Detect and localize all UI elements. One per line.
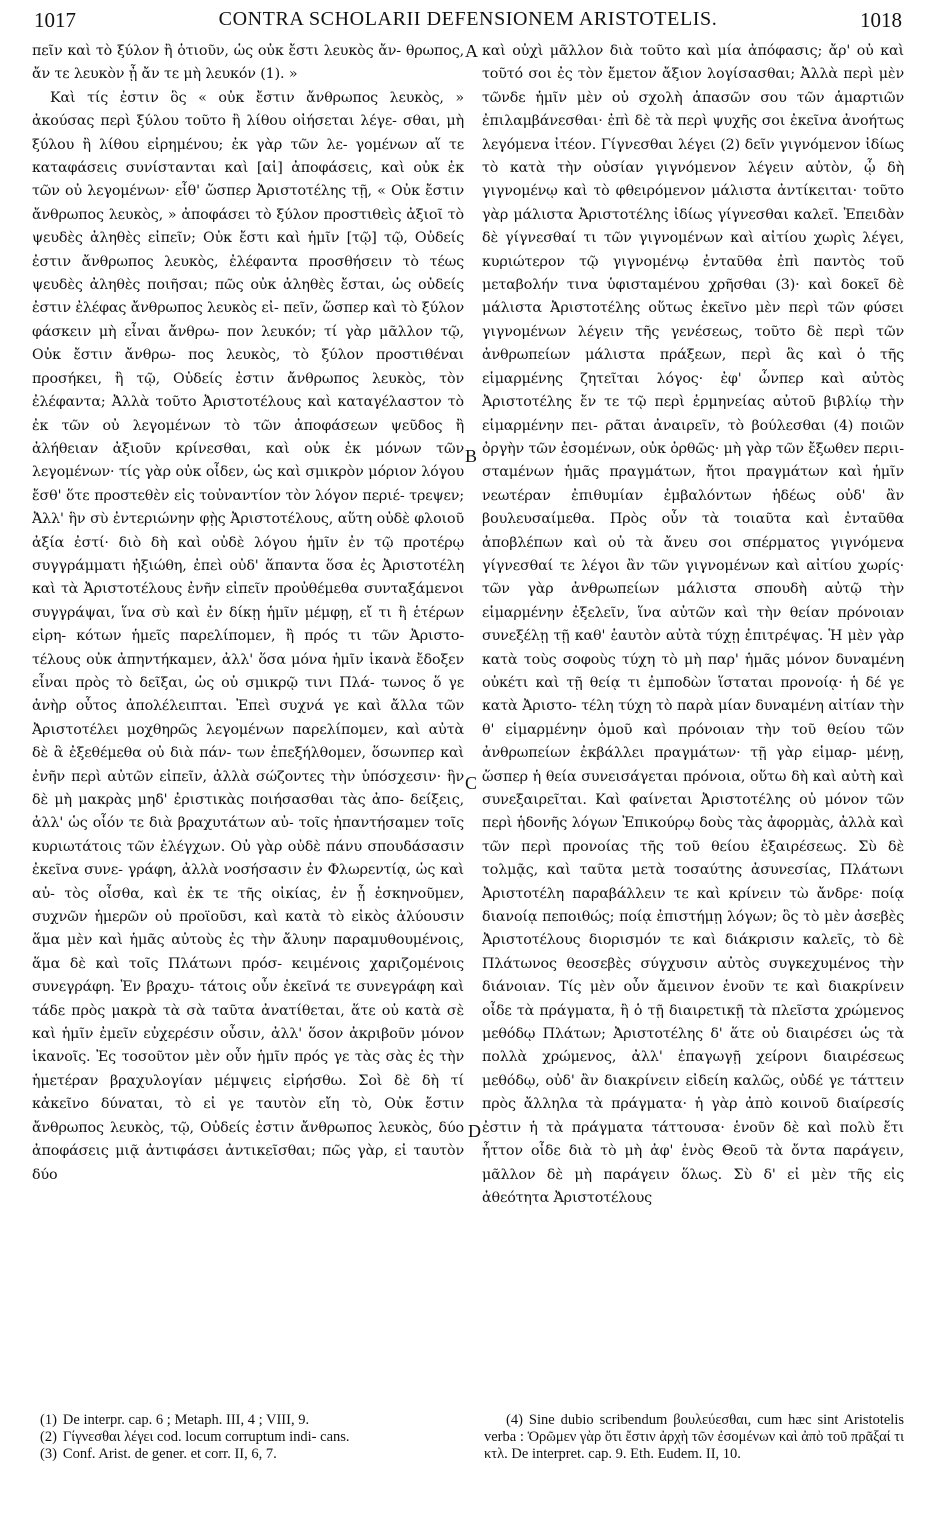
footnote [40,1412,460,1429]
footnote-text: Conf. Arist. de gener. et corr. II, 6, 7. [62,1446,277,1462]
footnote [484,1412,904,1463]
footnote-number: (4) [506,1412,523,1428]
paragraph: πεῖν καὶ τὸ ξύλον ἢ ὁτιοῦν, ὡς οὐκ ἔστι λευκὸς ἄν- θρωπος, ἄν τε λευκὸν ᾖ ἄν τε μὴ λευκόν (1). » [32,43,464,83]
paragraph: καὶ οὐχὶ μᾶλλον διὰ τοῦτο καὶ μία ἀπόφασις; ἄρ' οὐ καὶ τοῦτό σοι ἐς τὸν ἔμετον ἄξιον λογίσασθαι; Ἀλλὰ περὶ μὲν τῶνδε ἡμῖν μὲν οὐ σχολὴ ἁπασῶν σου τῶν ἁμαρτιῶν ἐπιλαμβάνεσθαι· ἐπὶ δὲ τὰ περὶ ψυχῆς σοι ἐκεῖνα ἀνοήτως λεγόμενα ἰτέον. Γίγνεσθαι λέγει (2) δεῖν γιγνόμενον ἰδίως τὸ κατὰ τὴν οὐσίαν γιγνόμενον λέγειν αὐτὸν, ᾧ δὴ γιγνομένῳ καὶ τὸ φθειρόμενον μάλιστα ἀντίκειται· τοῦτο γὰρ μάλιστα Ἀριστοτέλης ἰδίως γίγνεσθαι καλεῖ. Ἐπειδὰν δὲ γίγνεσθαί τι τῶν γιγνομένων καὶ αἰτίου χωρὶς λέγει, κυριώτερον τῷ γιγνομένῳ ἐνταῦθα ἐπὶ παντὸς τοῦ μεταβολήν τινα ὑφισταμένου χρῆσθαι (3)· καὶ δοκεῖ δὲ μάλιστα Ἀριστοτέλης οὕτως ἐκεῖνο μὲν περὶ τῶν φύσει γιγνομένων λέγειν τῆς γενέσεως, τοῦτο δὲ περὶ τῶν ἀνθρωπείων μάλιστα πράξεων, περὶ ἃς καὶ ὁ τῆς εἱμαρμένης ζητεῖται λόγος· ἐφ' ὧνπερ καὶ αὐτὸς Ἀριστοτέλης ἔν τε τῷ περὶ ἑρμηνείας αὐτοῦ βιβλίῳ τὴν εἱμαρμένην πει- ρᾶται ἀναιρεῖν, τὸ βούλεσθαι (4) ποιῶν ὀργὴν τῶν ἐσομένων, οὐκ ὀρθῶς· μὴ γὰρ τῶν ἔξωθεν περιι- σταμένων ἡμᾶς πραγμάτων, ἤτοι πραγμάτων καὶ ἡμῖν νεωτέραν ἐπιθυμίαν ἐμβαλόντων ἡδέως οὐδ' ἂν βουλευσαίμεθα. Πρὸς οὖν τὰ τοιαῦτα καὶ ἐνταῦθα ἀποβλέπων καὶ οὐ τὰ ἄνευ σοι σπέρματος γιγνόμενα γίγνεσθαί τε λέγοι ἂν τῶν γιγνομένων καὶ αἰτίου χωρίς· τῶν γὰρ ἀνθρωπείων μάλιστα σπουδὴ αὐτῷ τὴν εἱμαρμένην ἐξελεῖν, ἵνα αὐτῶν καὶ τὴν θείαν πρόνοιαν συνεξέλῃ τῇ καθ' ἑαυτὸν αὐτὰ τύχῃ ἐπιτρέψας. Ἡ μὲν γὰρ κατὰ τοὺς σοφοὺς τύχη τὸ μὴ παρ' ἡμᾶς μόνον δυναμένη οὐκέτι καὶ τῇ θείᾳ τι ἐμποδὼν ἵσταται προνοίᾳ· ἡ δέ γε κατὰ Ἀριστο- τέλη τύχη τὸ παρὰ μίαν δυναμένη αἰτίαν τὴν θ' εἱμαρμένην ὁμοῦ καὶ πρόνοιαν τὴν τοῦ θείου τῶν ἀνθρωπείων ἐκβάλλει πραγμάτων· τῇ γὰρ εἱμαρ- μένῃ, ὥσπερ ἡ θεία συνεισάγεται πρόνοια, οὕτω δὴ καὶ αὐτὴ καὶ συνεξαιρεῖται. Καὶ φαίνεται Ἀριστοτέλης οὐ μόνον τῶν περὶ ἡδονῆς λόγων Ἐπικούρῳ δοὺς τὰς ἀφορμὰς, ἀλλὰ καὶ τῶν περὶ προνοίας τῆς τοῦ θείου ἐξαιρέσεως. Σὺ δὲ τολμᾷς, καὶ ταῦτα μετὰ τοσαύτης ἀσυνεσίας, Πλάτωνι Ἀριστοτέλη παραβάλλειν τε καὶ κρίνειν τὼ ἄνδρε· ποίᾳ διανοίᾳ πεποιθώς; ποίᾳ ἐπιστήμῃ λόγων; ὃς τὸ μὲν ἀσεβὲς Ἀριστοτέλους διορισμόν τε καὶ διάκρισιν καλεῖς, τὸ δὲ Πλάτωνος θεοσεβὲς σύγχυσιν αὐτὸς συγκεχυμένος τὴν διάνοιαν. Τίς μὲν οὖν ἄμεινον ἑνοῦν τε καὶ διακρίνειν οἶδε τὰ πράγματα, ἢ ὁ τῇ διαιρετικῇ τὰ πλεῖστα χρώμενος μεθόδῳ Πλάτων; Ἀριστοτέλης δ' ἅτε οὐ διαιρέσει ὡς τὰ πολλὰ χρώμενος, ἀλλ' ἐπαγωγῇ χείρονι διαιρέσεως μεθόδῳ, οὐδ' ἂν διακρίνειν εἰδείη καλῶς, οὐδέ γε τάττειν πρὸς ἄλληλα τὰ πράγματα· ἡ γὰρ ἀπὸ κοινοῦ διαίρεσίς ἐστιν ἡ τὰ πράγματα τάττουσα· ἑνοῦν δὲ καὶ πολὺ ἔτι ἧττον οἶδε διὰ τὸ μὴ ἀφ' ἑνὸς Θεοῦ τὰ ὄντα παράγειν, μᾶλλον δὲ μὴ παράγειν ὅλως. Σὺ δ' εἰ μὲν τῆς εἰς ἀθεότητα Ἀριστοτέλους [482,43,904,1206]
footnotes-right [484,1412,904,1463]
footnote-number: (1) [40,1412,57,1428]
footnote [40,1429,460,1446]
page-number-right: 1018 [860,8,902,32]
footnote-text: De interpr. cap. 6 ; Metaph. III, 4 ; VIII, 9. [62,1412,310,1428]
section-marker-a: A [465,41,478,61]
footnote-text: Γίγνεσθαι λέγει cod. locum corruptum indi- cans. [62,1429,350,1445]
section-marker-d: D [468,1121,481,1141]
footnote-number: (2) [40,1429,57,1445]
left-column [32,40,464,1187]
section-marker-b: B [465,446,478,466]
footnotes-left [40,1412,460,1463]
page-number-left: 1017 [34,8,76,32]
right-column [482,40,904,1210]
page-header [34,4,902,40]
paragraph: Καὶ τίς ἐστιν ὃς « οὐκ ἔστιν ἄνθρωπος λευκὸς, » ἀκούσας περὶ ξύλου τοῦτο ἢ λίθου οἰήσεται λέγε- σθαι, μὴ ξύλου ἢ λίθου εἰρημένου; ἐκ γὰρ τῶν λε- γομένων αἵ τε καταφάσεις συνίστανται καὶ [αἱ] ἀποφάσεις, καὶ οὐκ ἐκ τῶν οὐ λεγομένων· εἶθ' ὥσπερ Ἀριστοτέλης τῇ, « Οὐκ ἔστιν ἄνθρωπος λευκὸς, » ἀποφάσει τὸ ξύλον προστιθεὶς ἀξιοῖ τὸ ψευδὲς ἀληθὲς εἰπεῖν; Οὐκ ἔστι καὶ ἡμῖν [τῷ] τῷ, Οὐδείς ἐστιν ἄνθρωπος λευκὸς, ἐλέφαντα προσθήσειν τὸ τέως ψευδὲς ἀληθὲς ποιῆσαι; πῶς οὐκ ἀληθὲς ἔσται, ὡς οὐδείς ἐστιν ἐλέφας ἄνθρωπος λευκὸς εἰ- πεῖν, ὥσπερ καὶ τὸ ξύλον φάσκειν μὴ εἶναι ἄνθρω- πον λευκόν; τί γὰρ μᾶλλον τῷ, Οὐκ ἔστιν ἄνθρω- πος λευκὸς, τὸ ξύλον προστιθέναι προσήκει, ἢ τῷ, Οὐδείς ἐστιν ἄνθρωπος λευκὸς, τὸν ἐλέφαντα; Ἀλλὰ τοῦτο Ἀριστοτέλους καὶ καταγέλαστον τὸ ἐκ τῶν οὐ λεγομένων τὸ τῶν ἀποφάσεων ψεῦδος ἢ ἀλήθειαν ἀξιοῦν κρίνεσθαι, καὶ οὐκ ἐκ μόνων τῶν λεγομένων· τίς γὰρ οὐκ οἶδεν, ὡς καὶ σμικρὸν μόριον λόγου ἔσθ' ὅτε προστεθὲν εἰς τοὐναντίον τὸν λόγον περιέ- τρεψεν; Ἀλλ' ἣν σὺ ἐντεριώνην φῂς Ἀριστοτέλους, αὕτη οὐδὲ φλοιοῦ ἀξία ἐστί· διὸ δὴ καὶ οὐδὲ λόγου ἡμῖν ἐν τῷ προτέρῳ συγγράμματι ἠξιώθη, ἐπεὶ οὐδ' ἅπαντα ὅσα ἐς Ἀριστοτέλη καὶ τὰ Ἀριστοτέλους ἐνῆν εἰπεῖν προὐθέμεθα συνταξάμενοι συγγράψαι, ἵνα σὺ καὶ ἐν δίκῃ ἡμῖν μέμφῃ, εἴ τι ἢ ἑτέρων εἰρη- κότων ἡμεῖς παρελίπομεν, ἢ πρός τι τῶν Ἀριστο- τέλους οὐκ ἀπηντήκαμεν, ἀλλ' ὅσα μόνα ἡμῖν ἱκανὰ ἔδοξεν εἶναι πρὸς τὸ δεῖξαι, ὡς οὐ σμικρῷ τινι Πλά- τωνος ὅ γε ἀνὴρ οὗτος ἀπολέλειπται. Ἐπεὶ συχνά γε καὶ ἄλλα τῶν Ἀριστοτέλει μοχθηρῶς λεγομένων παρελίπομεν, καὶ αὐτὰ δὲ ἃ ἐξεθέμεθα οὐ διὰ πάν- των ἐπεξήλθομεν, ὅσωνπερ καὶ ἐνῆν περὶ αὐτῶν εἰπεῖν, ἀλλὰ σώζοντες τὴν ὑπόσχεσιν· ἣν δὲ μὴ μακρὰς μηδ' ἐριστικὰς ποιήσασθαι τὰς ἀπο- δείξεις, ἀλλ' ὡς οἷόν τε διὰ βραχυτάτων αὐ- τοῖς ἠπαντήσαμεν τοῖς κυριωτάτοις τῶν ἐλέγχων. Οὐ γὰρ οὐδὲ πάνυ σπουδάσασιν ἐκεῖνα συνε- γράφη, ἀλλὰ νοσήσασιν ἐν Φλωρεντίᾳ, ὡς καὶ αὐ- τὸς οἶσθα, καὶ ἐκ τε τῆς οἰκίας, ἐν ᾗ ἐσκηνοῦμεν, συχνῶν ἡμερῶν οὐ προϊοῦσι, καὶ κατὰ τὸ εἰκὸς ἀλύουσιν ἅμα μὲν καὶ ἡμᾶς αὐτοὺς ἐς τὴν ἄλυην παραμυθουμένοις, ἅμα δὲ καὶ τοῖς Πλάτωνι πρόσ- κειμένοις χαριζομένοις συνεγράφη. Ἐν βραχυ- τάτοις οὖν ἐκεῖνά τε συνεγράφη καὶ τάδε πρὸς μακρὰ τὰ σὰ ταῦτα ἀνατίθεται, ἅτε οὐ κατὰ σὲ καὶ ἡμῖν ἐμεῖν εὐχερέσιν οὖσιν, ἀλλ' ὅσον ἀκριβοῦν μόνον ἱκανοῖς. Ἐς τοσοῦτον μὲν οὖν ἡμῖν πρός γε τὰς σὰς ἐς τὴν ἡμετέραν βραχυλογίαν μέμψεις εἰρήσθω. Σοὶ δὲ δὴ τί κἀκεῖνο δύναται, τὸ εἰ γε ταυτὸν εἴη τὸ, Οὐκ ἔστιν ἄνθρωπος λευκὸς, τῷ, Οὐδείς ἐστιν ἄνθρωπος λευκὸς, δύο ἀποφάσεις μιᾷ ἀντιφάσει ἀντικεῖσθαι; πῶς γὰρ, εἰ ταυτὸν δύο [32,89,464,1183]
footnote [40,1446,460,1463]
section-marker-c: C [465,773,478,793]
footnote-text: Sine dubio scribendum βουλεύεσθαι, cum hæc sint Aristotelis verba : Ὁρῶμεν γὰρ ὅτι ἔστιν ἀρχὴ τῶν ἐσομένων καὶ ἀπὸ τοῦ πρᾶξαί τι κτλ. De interpret. cap. 9. Eth. Eudem. II, 10. [484,1412,904,1462]
footnote-number: (3) [40,1446,57,1462]
running-title: CONTRA SCHOLARII DEFENSIONEM ARISTOTELIS. [218,8,718,30]
